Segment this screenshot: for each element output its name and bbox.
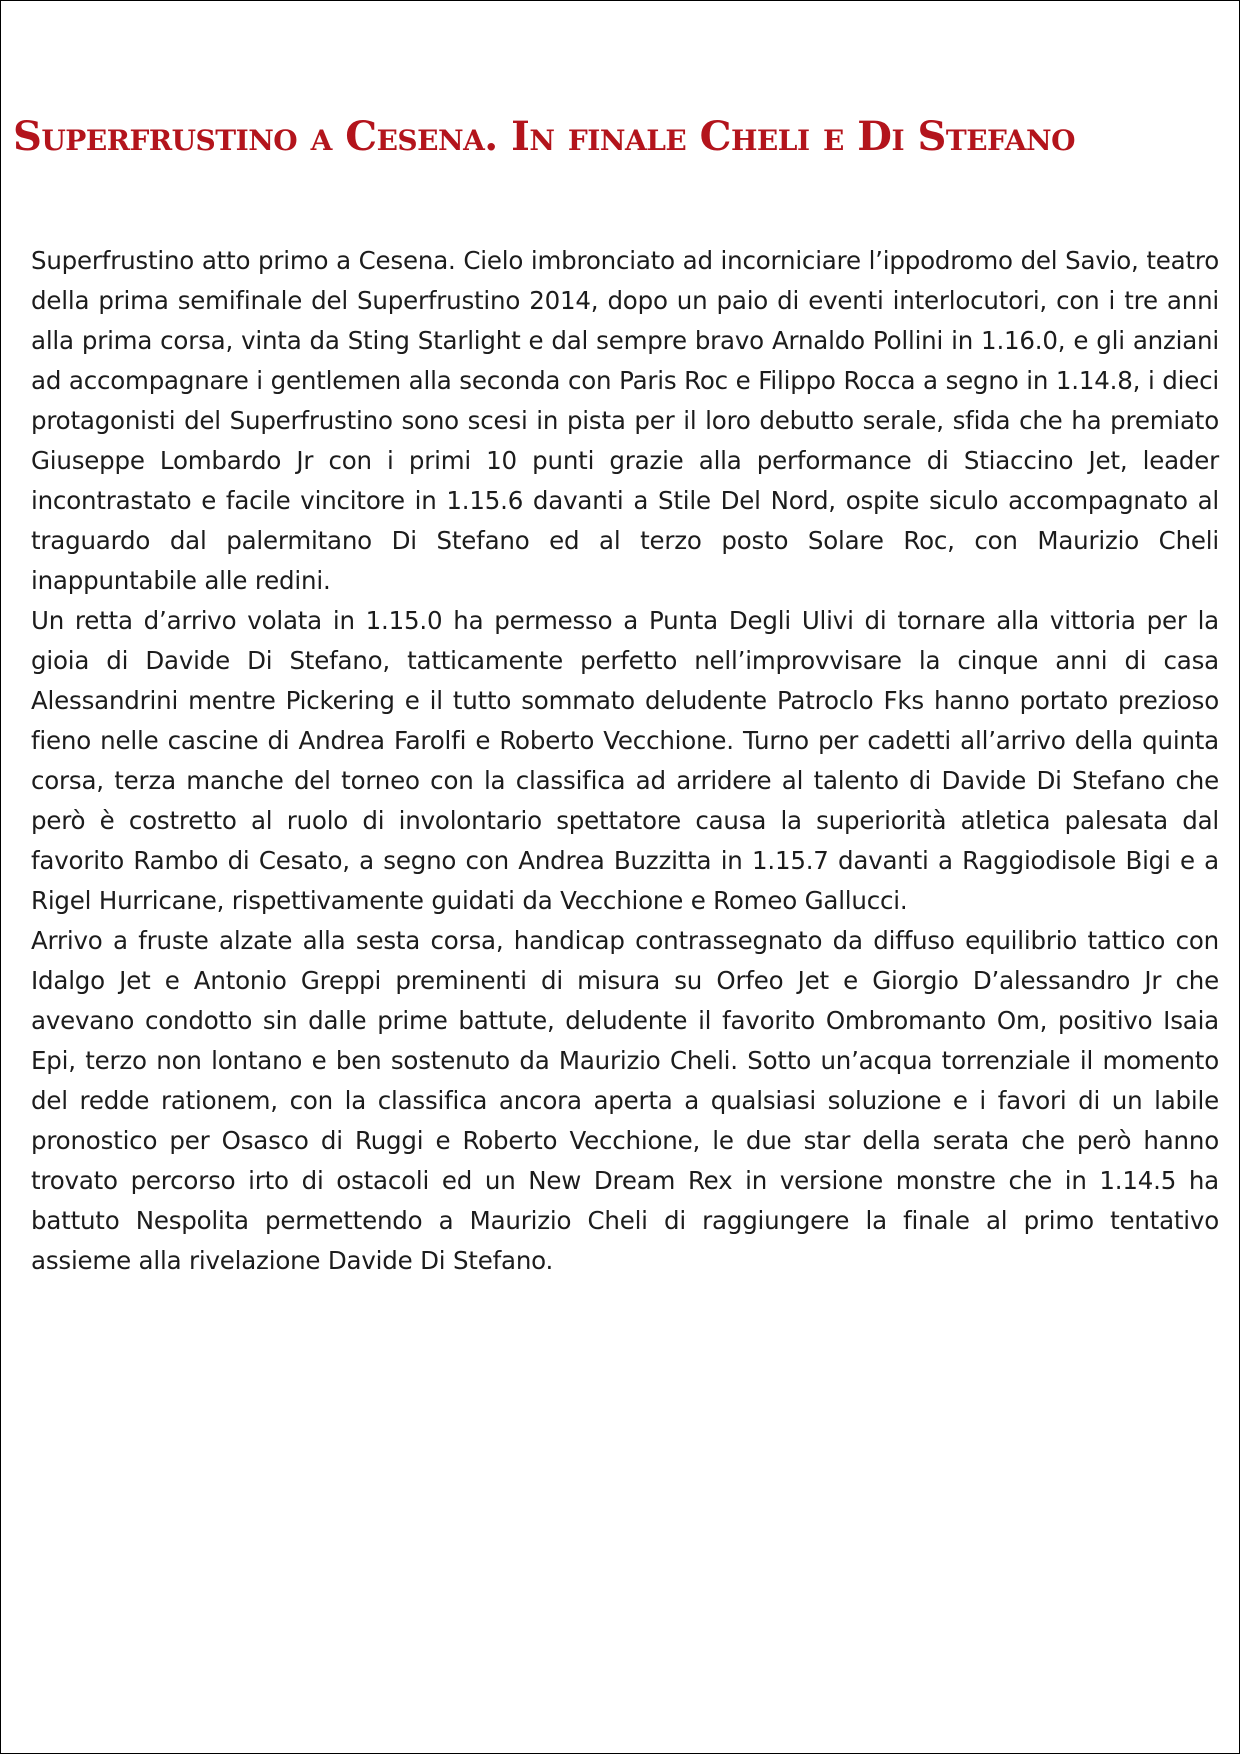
article-body bbox=[31, 241, 1219, 1281]
article-paragraph: Un retta d’arrivo volata in 1.15.0 ha permesso a Punta Degli Ulivi di tornare alla vittoria per la gioia di Davide Di Stefano, tatticamente perfetto nell’improvvisare la cinque anni di casa Alessandrini mentre Pickering e il tutto sommato deludente Patroclo Fks hanno portato prezioso fieno nelle cascine di Andrea Farolfi e Roberto Vecchione. Turno per cadetti all’arrivo della quinta corsa, terza manche del torneo con la classifica ad arridere al talento di Davide Di Stefano che però è costretto al ruolo di involontario spettatore causa la superiorità atletica palesata dal favorito Rambo di Cesato, a segno con Andrea Buzzitta in 1.15.7 davanti a Raggiodisole Bigi e a Rigel Hurricane, rispettivamente guidati da Vecchione e Romeo Gallucci. bbox=[31, 606, 1219, 915]
article-title: Superfrustino a Cesena. In finale Cheli e Di Stefano bbox=[13, 113, 1075, 160]
article-paragraph: Superfrustino atto primo a Cesena. Cielo imbronciato ad incorniciare l’ippodromo del Savio, teatro della prima semifinale del Superfrustino 2014, dopo un paio di eventi interlocutori, con i tre anni alla prima corsa, vinta da Sting Starlight e dal sempre bravo Arnaldo Pollini in 1.16.0, e gli anziani ad accompagnare i gentlemen alla seconda con Paris Roc e Filippo Rocca a segno in 1.14.8, i dieci protagonisti del Superfrustino sono scesi in pista per il loro debutto serale, sfida che ha premiato Giuseppe Lombardo Jr con i primi 10 punti grazie alla performance di Stiaccino Jet, leader incontrastato e facile vincitore in 1.15.6 davanti a Stile Del Nord, ospite siculo accompagnato al traguardo dal palermitano Di Stefano ed al terzo posto Solare Roc, con Maurizio Cheli inappuntabile alle redini. bbox=[31, 246, 1219, 595]
article-paragraph: Arrivo a fruste alzate alla sesta corsa, handicap contrassegnato da diffuso equilibrio tattico con Idalgo Jet e Antonio Greppi preminenti di misura su Orfeo Jet e Giorgio D’alessandro Jr che avevano condotto sin dalle prime battute, deludente il favorito Ombromanto Om, positivo Isaia Epi, terzo non lontano e ben sostenuto da Maurizio Cheli. Sotto un’acqua torrenziale il momento del redde rationem, con la classifica ancora aperta a qualsiasi soluzione e i favori di un labile pronostico per Osasco di Ruggi e Roberto Vecchione, le due star della serata che però hanno trovato percorso irto di ostacoli ed un New Dream Rex in versione monstre che in 1.14.5 ha battuto Nespolita permettendo a Maurizio Cheli di raggiungere la finale al primo tentativo assieme alla rivelazione Davide Di Stefano. bbox=[31, 926, 1219, 1275]
